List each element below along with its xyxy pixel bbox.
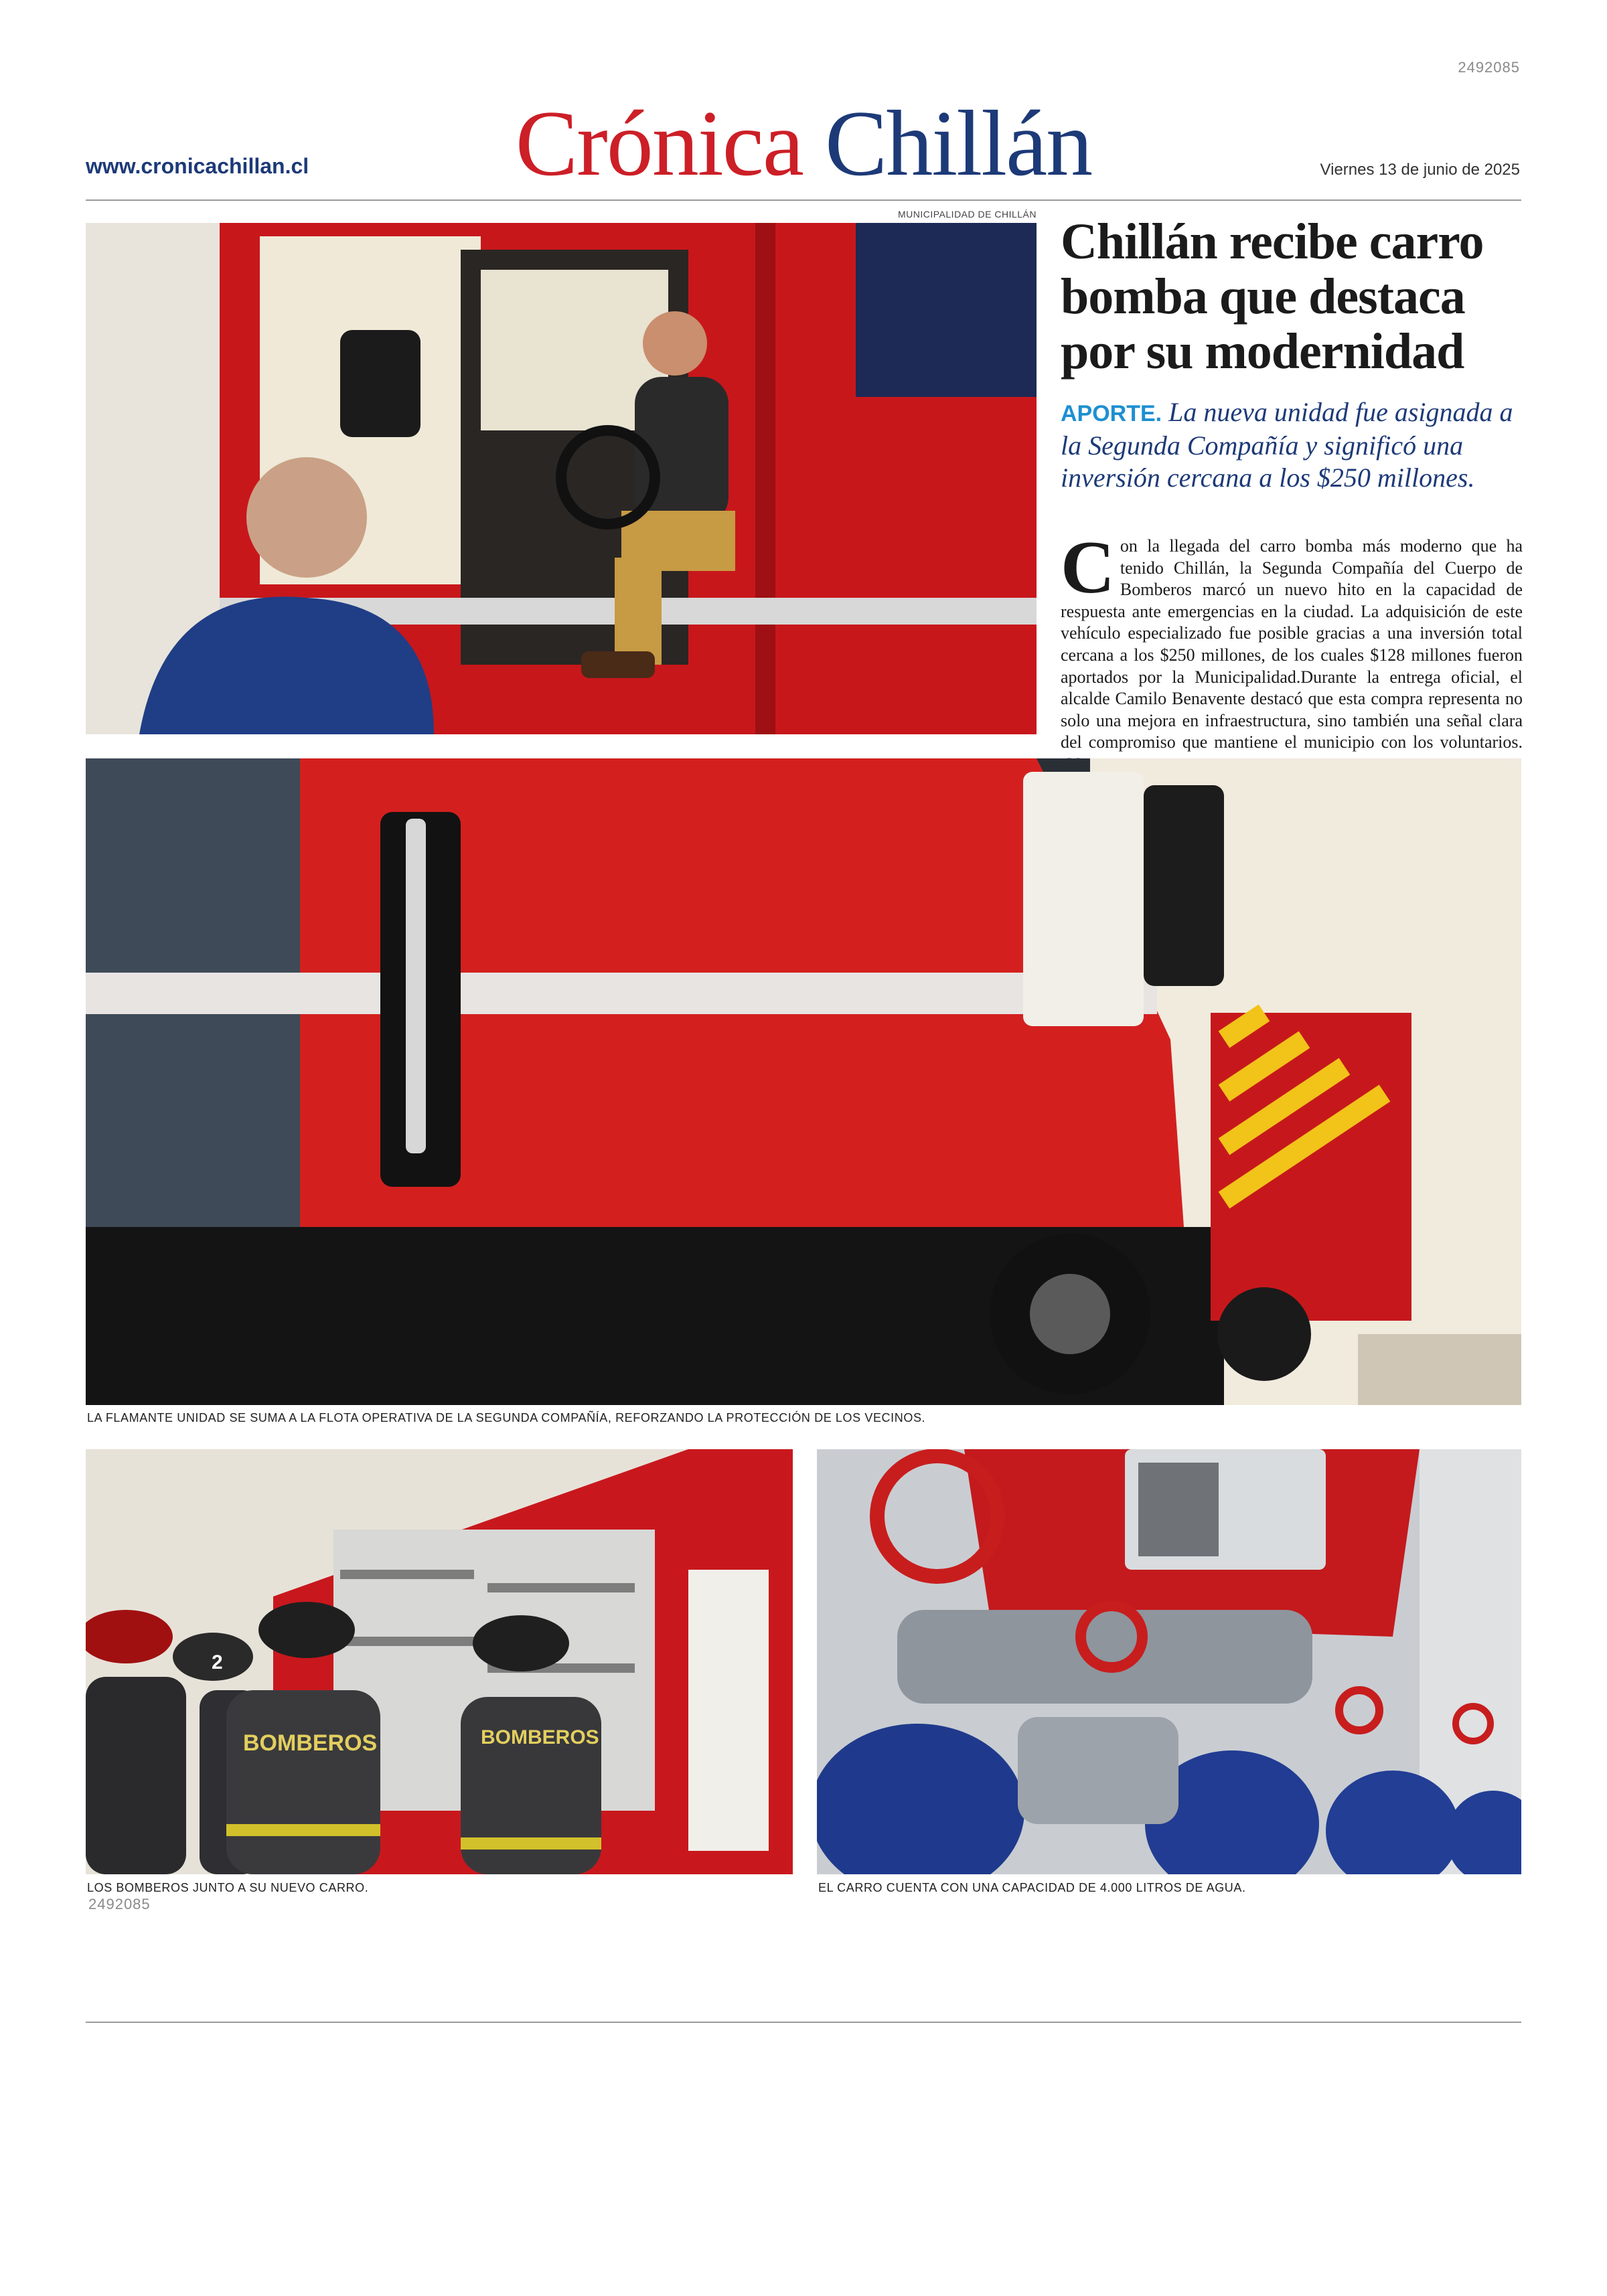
jacket-label-right: BOMBEROS — [481, 1726, 599, 1748]
footer-divider — [86, 2022, 1521, 2023]
masthead — [0, 90, 1607, 197]
masthead-word-cronica: Crónica — [515, 92, 803, 195]
headline: Chillán recibe carro bomba que destaca por su modernidad — [1061, 214, 1484, 380]
body-text: on la llegada del carro bomba más moderno que ha tenido Chillán, la Segunda Compañía del Cuerpo de Bomberos marcó un nuevo hito en la capacidad de respuesta ante emergencias en la ciudad. La adquisición de este vehículo especializado fue posible gracias a una inversión total cercana a los $250 millones, de los cuales $128 millones fueron aportados por la Municipalidad.Durante la entrega oficial, el alcalde Camilo Benavente destacó que esta compra representa no solo una mejora en infraestructura, sino también una señal clara del compromiso que mantiene el municipio con los voluntarios. — [1061, 536, 1523, 752]
caption-valves-photo: EL CARRO CUENTA CON UNA CAPACIDAD DE 4.000 LITROS DE AGUA. — [818, 1881, 1246, 1894]
deck — [1061, 396, 1523, 494]
issue-date: Viernes 13 de junio de 2025 — [1320, 161, 1520, 179]
clip-id: 2492085 — [1458, 59, 1520, 76]
caption-side-photo: LA FLAMANTE UNIDAD SE SUMA A LA FLOTA OPERATIVA DE LA SEGUNDA COMPAÑÍA, REFORZANDO LA PROTECCIÓN DE LOS VECINOS. — [87, 1411, 926, 1424]
clip-id-footer: 2492085 — [88, 1896, 151, 1912]
jacket-label-left: BOMBEROS — [243, 1730, 378, 1756]
photo-truck-side — [86, 758, 1521, 1405]
helmet-number: 2 — [212, 1651, 223, 1673]
photo-truck-cab — [86, 223, 1037, 734]
article-body — [1061, 526, 1523, 776]
photo-valves — [817, 1449, 1521, 1874]
kicker: APORTE. — [1061, 401, 1162, 426]
site-url[interactable]: www.cronicachillan.cl — [86, 154, 309, 178]
header-divider — [86, 199, 1521, 201]
deck-text: La nueva unidad fue asignada a la Segunda Compañía y significó una inversión cercana a los $250 millones. — [1061, 397, 1513, 493]
masthead-word-chillan: Chillán — [824, 92, 1092, 195]
photo-firefighters — [86, 1449, 793, 1874]
photo-credit: MUNICIPALIDAD DE CHILLÁN — [897, 209, 1037, 220]
caption-crew-photo: LOS BOMBEROS JUNTO A SU NUEVO CARRO. — [87, 1881, 369, 1894]
drop-cap: C — [1061, 526, 1115, 609]
